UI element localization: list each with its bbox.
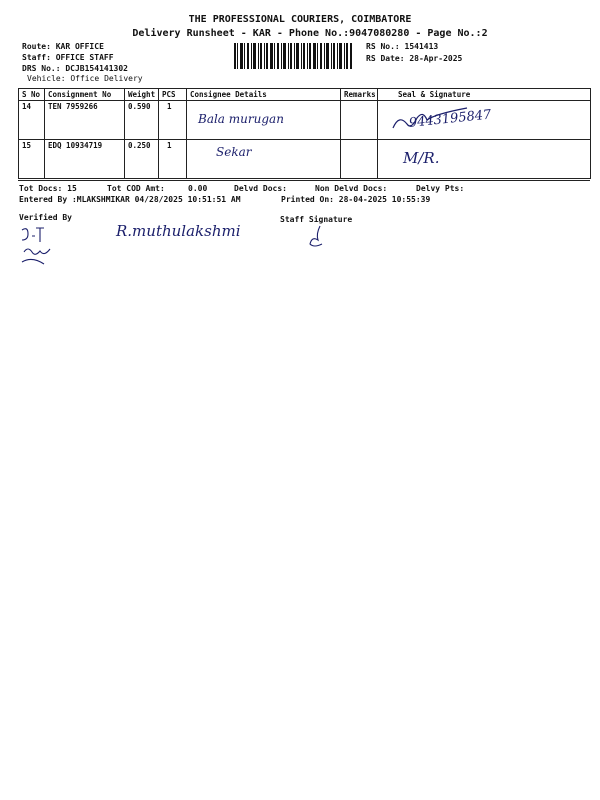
col-header-weight: Weight	[125, 89, 159, 101]
rs-date: RS Date: 28-Apr-2025	[366, 54, 463, 63]
table-header-row	[19, 89, 591, 101]
cell-remarks	[341, 140, 378, 179]
cell-seal	[378, 140, 591, 179]
non-delivered-docs: Non Delvd Docs:	[315, 184, 388, 193]
runsheet-subtitle: Delivery Runsheet - KAR - Phone No.:9047080280 - Page No.:2	[132, 28, 488, 39]
table-row	[19, 101, 591, 140]
cell-weight: 0.250	[125, 140, 159, 179]
verified-by-label: Verified By	[19, 213, 72, 222]
company-title: THE PROFESSIONAL COURIERS, COIMBATORE	[188, 14, 412, 25]
cell-consignee	[187, 140, 341, 179]
col-header-consignee: Consignee Details	[187, 89, 341, 101]
total-cod-label: Tot COD Amt:	[107, 184, 165, 193]
cell-consignment: EDQ 10934719	[45, 140, 125, 179]
cell-consignment: TEN 7959266	[45, 101, 125, 140]
route-label: Route: KAR OFFICE	[22, 42, 104, 51]
delivery-points: Delvy Pts:	[416, 184, 465, 193]
staff-signature-label: Staff Signature	[280, 215, 353, 224]
total-docs: Tot Docs: 15	[19, 184, 77, 193]
drs-number: DRS No.: DCJB154141302	[22, 64, 128, 73]
consignee-handwriting: Sekar	[216, 145, 252, 159]
col-header-sno: S No	[19, 89, 45, 101]
printed-on: Printed On: 28-04-2025 10:55:39	[281, 195, 431, 204]
cell-sno: 15	[19, 140, 45, 179]
col-header-pcs: PCS	[159, 89, 187, 101]
seal-handwriting: M/R.	[403, 149, 440, 167]
vehicle-label: Vehicle: Office Delivery	[27, 74, 143, 83]
cell-pcs: 1	[159, 140, 187, 179]
total-cod-value: 0.00	[188, 184, 208, 193]
totals-divider	[18, 180, 590, 181]
entered-by: Entered By :MLAKSHMIKAR 04/28/2025 10:51:51 AM	[19, 195, 241, 204]
staff-signature-mark	[306, 224, 330, 250]
runsheet-table	[18, 88, 591, 179]
staff-label: Staff: OFFICE STAFF	[22, 53, 114, 62]
col-header-remarks: Remarks	[341, 89, 378, 101]
rs-number: RS No.: 1541413	[366, 42, 439, 51]
cell-consignee	[187, 101, 341, 140]
consignee-handwriting: Bala murugan	[198, 112, 284, 126]
cell-seal	[378, 101, 591, 140]
table-row	[19, 140, 591, 179]
signature-handwriting: R.muthulakshmi	[116, 222, 241, 240]
cell-sno: 14	[19, 101, 45, 140]
barcode	[234, 43, 352, 69]
col-header-consignment: Consignment No	[45, 89, 125, 101]
seal-handwriting: 9443195847	[408, 107, 493, 131]
col-header-seal: Seal & Signature	[378, 89, 591, 101]
verified-signature-mark	[14, 222, 64, 272]
cell-pcs: 1	[159, 101, 187, 140]
cell-remarks	[341, 101, 378, 140]
delivered-docs: Delvd Docs:	[234, 184, 287, 193]
cell-weight: 0.590	[125, 101, 159, 140]
